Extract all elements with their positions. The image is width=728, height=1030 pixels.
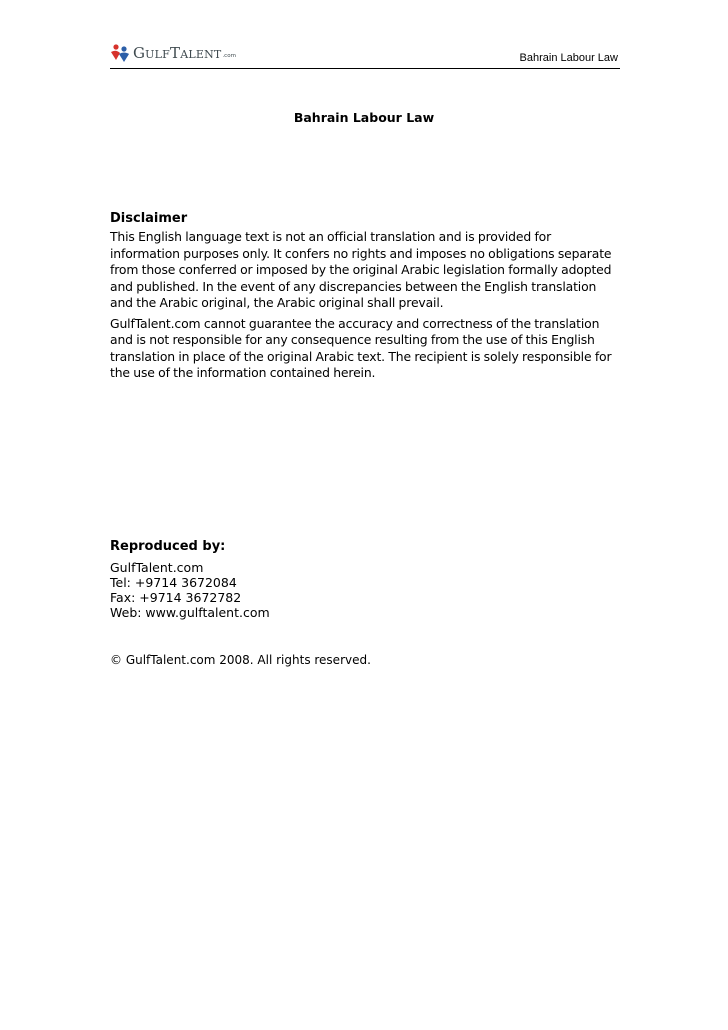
contact-tel: Tel: +9714 3672084 — [110, 575, 237, 590]
disclaimer-paragraph-1: This English language text is not an official translation and is provided for information purposes only. It confers no rights and imposes no obligations separate from those conferred or imposed by the original Arabic legislation formally adopted and published. In the event of any discrepancies between the English translation and the Arabic original, the Arabic original shall prevail. — [110, 229, 612, 310]
running-header-title: Bahrain Labour Law — [519, 52, 618, 64]
document-title: Bahrain Labour Law — [293, 110, 435, 125]
disclaimer-heading: Disclaimer — [110, 211, 188, 226]
copyright-notice: © GulfTalent.com 2008. All rights reserved. — [110, 653, 371, 667]
disclaimer-section — [110, 210, 622, 386]
logo-wordmark: GulfTalent — [133, 43, 222, 62]
contact-company: GulfTalent.com — [110, 560, 204, 575]
contact-web: Web: www.gulftalent.com — [110, 605, 270, 620]
page-header — [110, 40, 620, 69]
reproduced-heading: Reproduced by: — [110, 539, 226, 554]
logo-suffix: .com — [222, 53, 236, 59]
disclaimer-paragraph-2: GulfTalent.com cannot guarantee the accuracy and correctness of the translation and is not responsible for any consequence resulting from the use of this English translation in place of the original Arabic text. The recipient is solely responsible for the use of the information contained herein. — [110, 315, 612, 380]
gulftalent-logo — [110, 42, 236, 64]
reproduced-section — [110, 538, 622, 620]
people-logo-icon — [110, 43, 130, 63]
contact-fax: Fax: +9714 3672782 — [110, 590, 242, 605]
